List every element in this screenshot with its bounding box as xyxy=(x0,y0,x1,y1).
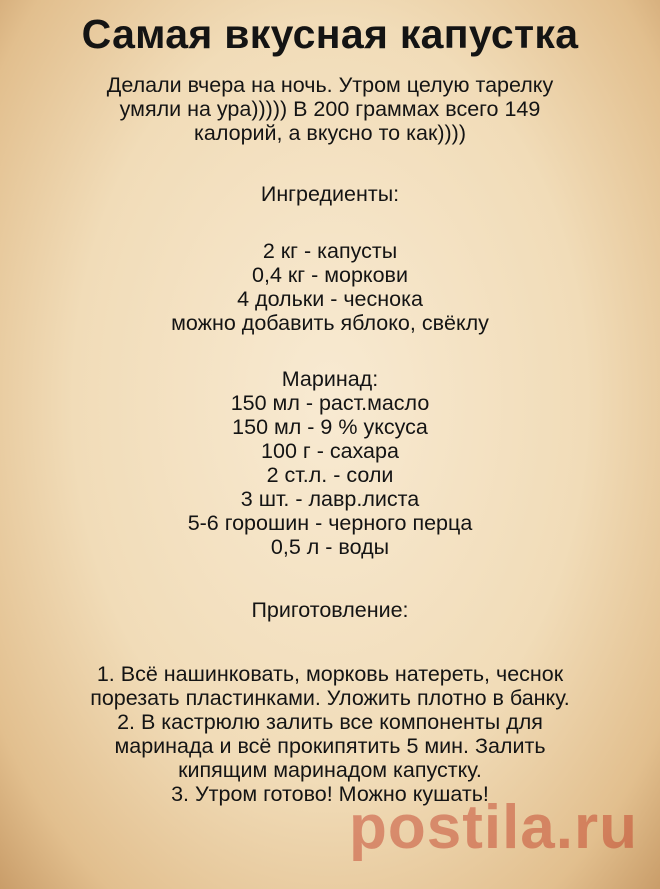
marinade-item: 100 г - сахара xyxy=(261,439,399,463)
preparation-heading: Приготовление: xyxy=(251,598,409,622)
marinade-item: 5-6 горошин - черного перца xyxy=(187,511,473,535)
step-line: 2. В кастрюлю залить все компоненты для xyxy=(117,710,543,734)
marinade-item: 150 мл - раст.масло xyxy=(230,391,430,415)
site-watermark: postila.ru xyxy=(348,793,638,862)
ingredient-item: 0,4 кг - моркови xyxy=(252,263,408,287)
marinade-item: 150 мл - 9 % уксуса xyxy=(232,415,428,439)
marinade-heading: Маринад: xyxy=(281,367,379,391)
ingredient-item: 4 дольки - чеснока xyxy=(237,287,423,311)
intro-line: калорий, а вкусно то как)))) xyxy=(194,121,466,145)
intro-line: Делали вчера на ночь. Утром целую тарелку xyxy=(106,73,554,97)
ingredients-list xyxy=(0,239,660,335)
marinade-list xyxy=(0,391,660,559)
marinade-item: 3 шт. - лавр.листа xyxy=(240,487,420,511)
step-line: маринада и всё прокипятить 5 мин. Залить xyxy=(114,734,546,758)
step-line: 1. Всё нашинковать, морковь натереть, чеснок xyxy=(96,662,564,686)
ingredient-item: 2 кг - капусты xyxy=(262,239,398,263)
step-line: порезать пластинками. Уложить плотно в банку. xyxy=(90,686,570,710)
marinade-item: 2 ст.л. - соли xyxy=(266,463,394,487)
intro-text xyxy=(0,73,660,145)
ingredients-heading: Ингредиенты: xyxy=(260,182,400,206)
recipe-title: Самая вкусная капустка xyxy=(81,11,579,57)
marinade-item: 0,5 л - воды xyxy=(270,535,390,559)
step-line: кипящим маринадом капустку. xyxy=(178,758,482,782)
intro-line: умяли на ура))))) В 200 граммах всего 149 xyxy=(119,97,541,121)
ingredient-item: можно добавить яблоко, свёклу xyxy=(171,311,489,335)
step-line: 3. Утром готово! Можно кушать! xyxy=(171,782,489,806)
preparation-steps xyxy=(0,662,660,806)
